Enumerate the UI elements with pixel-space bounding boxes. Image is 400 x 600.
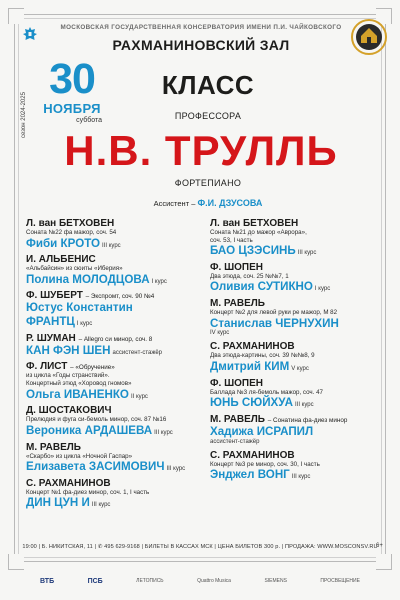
frame-corner <box>376 554 392 570</box>
program-item <box>26 361 198 401</box>
footer-info: 19:00 | Б. НИКИТСКАЯ, 11 | ✆ 495 629-9168 | БИЛЕТЫ В КАССАХ МСК | ЦЕНА БИЛЕТОВ 300 р. | ПРОДАЖА: WWW.MOSCONSV.RU <box>22 544 378 550</box>
work: Баллада №3 ля-бемоль мажор, соч. 47 <box>210 388 323 396</box>
sponsor-strip <box>40 572 360 590</box>
performer: Хадижа ИСРАПИЛ <box>210 424 314 438</box>
date-day: 30 <box>49 55 95 103</box>
performer: Юстус Константин <box>26 301 133 315</box>
date-weekday: суббота <box>76 117 102 124</box>
performer: Станислав ЧЕРНУХИН <box>210 316 339 330</box>
program-item <box>210 341 382 373</box>
program-item <box>26 333 198 358</box>
composer: Л. ван БЕТХОВЕН <box>26 218 115 229</box>
performer: Фиби КРОТО III курс <box>26 236 121 250</box>
composer: Р. ШУМАН – Allegro си минор, соч. 8 <box>26 332 153 344</box>
performer: Оливия СУТИКНО I курс <box>210 280 331 294</box>
season-label: сезон 2024-2025 <box>21 92 27 138</box>
sponsor-logo: Quattro Musica <box>197 578 231 584</box>
composer: Д. ШОСТАКОВИЧ <box>26 405 112 417</box>
composer: Ф. ШУБЕРТ – Экспромт, соч. 90 №4 <box>26 290 155 302</box>
performer: ДИН ЦУН И III курс <box>26 496 111 510</box>
professor-name: Н.В. ТРУЛЛЬ <box>64 127 338 174</box>
hall-name: РАХМАНИНОВСКИЙ ЗАЛ <box>112 37 290 53</box>
composer: С. РАХМАНИНОВ <box>210 449 295 461</box>
performer: Дмитрий КИМ V курс <box>210 360 309 374</box>
performer: ЮНЬ СЮЙХУА III курс <box>210 396 314 410</box>
performer: Энджел ВОНГ III курс <box>210 468 311 482</box>
composer: М. РАВЕЛЬ – Сонатина фа-диез минор <box>210 413 348 425</box>
conservatory-name: МОСКОВСКАЯ ГОСУДАРСТВЕННАЯ КОНСЕРВАТОРИЯ ИМЕНИ П.И. ЧАЙКОВСКОГО <box>60 24 342 31</box>
program-item <box>26 442 198 474</box>
program-item <box>26 290 198 328</box>
course: III курс <box>91 502 111 509</box>
work: Соната №22 фа мажор, соч. 54 <box>26 229 117 236</box>
sponsor-logo: ПСБ <box>87 577 103 585</box>
assistant-line <box>120 198 296 208</box>
professor-label: ПРОФЕССОРА <box>174 111 242 121</box>
course: III курс <box>166 466 186 473</box>
course: IV курс <box>210 330 230 337</box>
performer: Ольга ИВАНЕНКО II курс <box>26 387 148 401</box>
work: «Альбайсин» из сюиты «Иберия» <box>26 265 123 273</box>
course: V курс <box>291 366 309 373</box>
work: Концерт №1 фа-диез минор, соч. 1, I часть <box>26 488 150 496</box>
performer: КАН ФЭН ШЕН ассистент-стажёр <box>26 343 163 357</box>
work: Концертный этюд «Хоровод гномов» <box>26 380 132 388</box>
composer: Ф. ШОПЕН <box>210 377 263 389</box>
course: III курс <box>291 474 311 481</box>
course: I курс <box>151 278 167 285</box>
frame-corner <box>8 554 24 570</box>
work: Два этюда, соч. 25 №№7, 1 <box>210 272 289 280</box>
program-left-column <box>26 218 198 514</box>
program-item <box>210 450 382 482</box>
sponsor-logo: ПРОСВЕЩЕНИЕ <box>320 578 360 584</box>
date-month: НОЯБРЯ <box>43 101 101 116</box>
composer: Л. ван БЕТХОВЕН <box>210 218 299 229</box>
work: Прелюдия и фуга си-бемоль минор, соч. 87 №16 <box>26 416 167 424</box>
course: II курс <box>130 393 148 400</box>
program-item <box>26 405 198 437</box>
program-item <box>210 378 382 410</box>
course: ассистент-стажёр <box>210 438 260 445</box>
program-item <box>210 298 382 337</box>
sponsor-logo: ВТБ <box>40 577 55 585</box>
program-item <box>210 262 382 294</box>
performer: Вероника АРДАШЕВА III курс <box>26 423 173 437</box>
work: Концерт №2 для левой руки ре мажор, М 82 <box>210 309 338 317</box>
program-item <box>26 478 198 510</box>
work: Концерт №3 ре минор, соч. 30, I часть <box>210 460 320 468</box>
course: I курс <box>76 321 93 328</box>
course: III курс <box>154 429 173 436</box>
work: – Экспромт, соч. 90 №4 <box>85 293 155 301</box>
frame-corner <box>8 8 24 24</box>
composer: С. РАХМАНИНОВ <box>210 341 295 353</box>
work: из цикла «Годы странствий». <box>26 372 110 380</box>
composer: Ф. ЛИСТ – «Обручение» <box>26 361 115 373</box>
course: ассистент-стажёр <box>112 349 163 356</box>
course: III курс <box>297 250 317 257</box>
performer: БАО ЦЗЭСИНЬ III курс <box>210 244 317 258</box>
program-item <box>210 414 382 446</box>
program-right-column <box>210 218 382 486</box>
course: I курс <box>314 286 331 293</box>
work: – Сонатина фа-диез минор <box>267 416 348 424</box>
assistant-label: Ассистент – <box>153 199 196 208</box>
composer: М. РАВЕЛЬ <box>26 441 81 453</box>
performer: Елизавета ЗАСИМОВИЧ III курс <box>26 460 186 474</box>
program-item <box>26 218 198 250</box>
course: III курс <box>102 242 121 249</box>
performer: ФРАНТЦ I курс <box>26 315 93 329</box>
composer: С. РАХМАНИНОВ <box>26 477 111 489</box>
work: – «Обручение» <box>70 364 115 372</box>
sponsor-logo: ЛЕТОПИСЬ <box>136 578 164 584</box>
course: III курс <box>295 402 314 409</box>
age-rating: 6+ <box>376 543 383 549</box>
coat-of-arms-icon <box>22 26 38 44</box>
work: «Скарбо» из цикла «Ночной Гаспар» <box>26 452 133 460</box>
work: соч. 53, I часть <box>210 236 253 244</box>
instrument-label: ФОРТЕПИАНО <box>174 178 242 188</box>
work: Два этюда-картины, соч. 39 №№8, 9 <box>210 352 315 360</box>
program-item <box>26 254 198 286</box>
conservatory-logo-icon <box>350 18 388 56</box>
composer: И. АЛЬБЕНИС <box>26 254 96 266</box>
class-heading: КЛАСС <box>161 70 255 100</box>
performer: Полина МОЛОДЦОВА I курс <box>26 272 167 286</box>
composer: М. РАВЕЛЬ <box>210 298 265 310</box>
work: Соната №21 до мажор «Аврора», <box>210 229 307 236</box>
sponsor-logo: SIEMENS <box>264 578 287 584</box>
assistant-name: Ф.И. ДЗУСОВА <box>197 198 263 208</box>
work: – Allegro си минор, соч. 8 <box>78 335 153 343</box>
program-item <box>210 218 382 258</box>
composer: Ф. ШОПЕН <box>210 261 263 273</box>
